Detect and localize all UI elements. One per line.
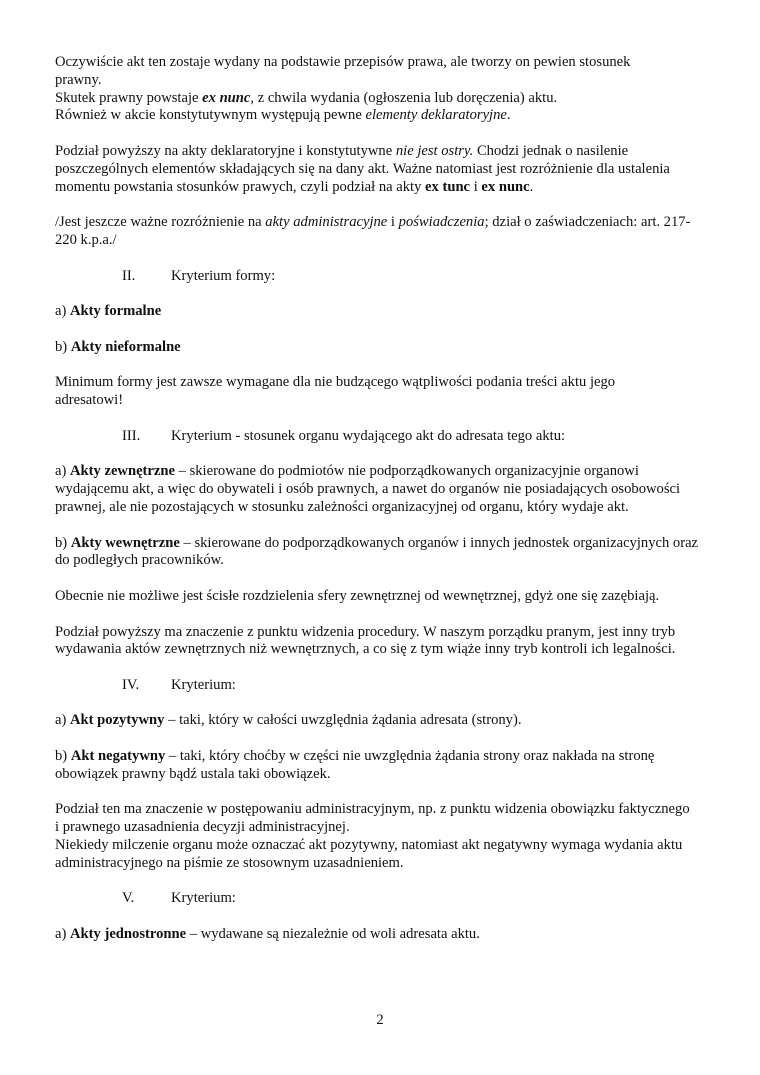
page-number: 2	[376, 1012, 384, 1028]
paragraph-intro-2: Skutek prawny powstaje ex nunc, z chwila wydania (ogłoszenia lub doręczenia) aktu.	[55, 89, 558, 106]
paragraph-intro-3: Również w akcie konstytutywnym występują pewne elementy deklaratoryjne.	[55, 107, 511, 124]
paragraph-note: /Jest jeszcze ważne rozróżnienie na akty administracyjne i poświadczenia; dział o zaświadczeniach: art. 217-220 k.p.a./	[55, 214, 691, 248]
paragraph-procedure: Podział powyższy ma znaczenie z punktu widzenia procedury. W naszym porządku pranym, jest inny tryb wydawania aktów zewnętrznych niż wewnętrznych, a co się z tym wiąże inny tryb kontroli ich legalności.	[55, 623, 676, 658]
heading-criterion-3: III. Kryterium - stosunek organu wydającego akt do adresata tego aktu:	[122, 427, 566, 444]
item-formal-acts: a) Akty formalne	[55, 303, 162, 320]
paragraph-intro-1: Oczywiście akt ten zostaje wydany na podstawie przepisów prawa, ale tworzy on pewien stosunek prawny.	[55, 54, 631, 88]
item-negative-act: b) Akt negatywny – taki, który choćby w części nie uwzględnia żądania strony oraz nakłada na stronę obowiązek prawny bądź ustala taki obowiązek.	[55, 748, 655, 782]
paragraph-significance-1: Podział ten ma znaczenie w postępowaniu administracyjnym, np. z punktu widzenia obowiązku faktycznego i prawnego uzasadnienia decyzji administracyjnej.	[55, 801, 690, 836]
item-informal-acts: b) Akty nieformalne	[55, 338, 181, 355]
paragraph-minimum-form: Minimum formy jest zawsze wymagane dla nie budzącego wątpliwości podania treści aktu jego adresatowi!	[55, 374, 616, 409]
paragraph-significance-2: Niekiedy milczenie organu może oznaczać akt pozytywny, natomiast akt negatywny wymaga wydania aktu administracyjnego na piśmie ze stosownym uzasadnieniem.	[55, 837, 683, 871]
document-page	[55, 54, 705, 944]
item-positive-act: a) Akt pozytywny – taki, który w całości uwzględnia żądania adresata (strony).	[55, 712, 522, 729]
item-unilateral-acts: a) Akty jednostronne – wydawane są niezależnie od woli adresata aktu.	[55, 926, 480, 943]
heading-criterion-2: II. Kryterium formy:	[122, 267, 276, 284]
paragraph-interlocking: Obecnie nie możliwe jest ścisłe rozdzielenia sfery zewnętrznej od wewnętrznej, gdyż one się zazębiają.	[55, 587, 660, 604]
heading-criterion-4: IV. Kryterium:	[122, 676, 236, 693]
paragraph-division: Podział powyższy na akty deklaratoryjne i konstytutywne nie jest ostry. Chodzi jednak o nasilenie poszczególnych elementów składających się na dany akt. Ważne natomiast jest rozróżnienie dla ustalenia momentu powstania stosunków prawych, czyli podział na akty ex tunc i ex nunc.	[55, 142, 670, 195]
item-external-acts: a) Akty zewnętrzne – skierowane do podmiotów nie podporządkowanych organizacyjnie organowi wydającemu akt, a więc do obywateli i osób prawnych, a nawet do organów nie posiadających osobowości prawnej, ale nie pozostających w stosunku zależności organizacyjnej od organu, który wydaje akt.	[55, 463, 681, 515]
heading-criterion-5: V. Kryterium:	[122, 890, 236, 907]
item-internal-acts: b) Akty wewnętrzne – skierowane do podporządkowanych organów i innych jednostek organizacyjnych oraz do podległych pracowników.	[55, 534, 699, 569]
